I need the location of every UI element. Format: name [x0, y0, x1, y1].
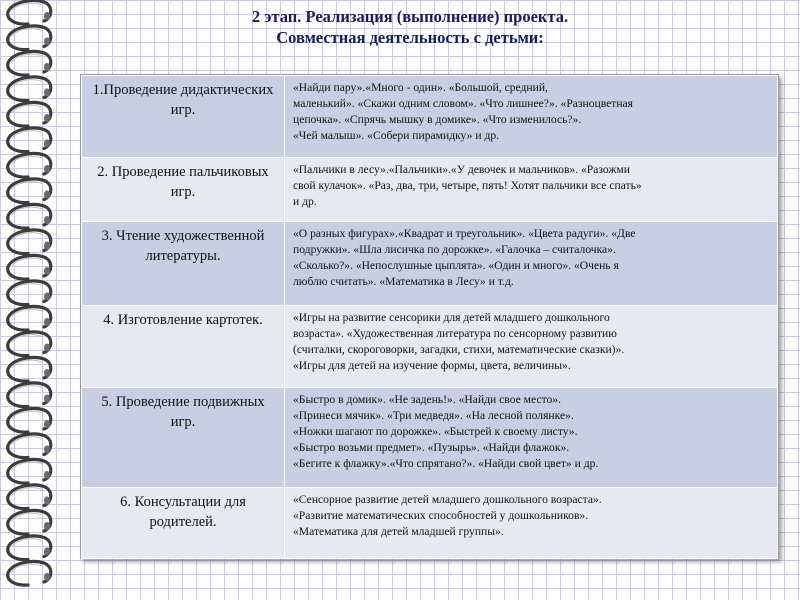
spiral-ring	[8, 26, 51, 50]
binding-hole	[44, 522, 50, 530]
spiral-ring	[8, 434, 51, 458]
spiral-ring	[8, 179, 51, 203]
binding-hole	[44, 38, 50, 46]
binding-hole	[44, 165, 50, 173]
content-cell: «Быстро в домик». «Не задень!». «Найди свое место». «Принеси мячик». «Три медведя». «На лесной полянке». «Ножки шагают по дорожке». «Быстрей к своему листу». «Быстро возьми предмет». «Пузырь». «Найди флажок». «Бегите к флажку».«Что спрятано?». «Найди свой цвет» и др.	[285, 388, 778, 488]
table-row	[82, 306, 778, 388]
spiral-ring	[8, 230, 51, 254]
spiral-ring	[8, 383, 51, 407]
binding-hole	[44, 191, 50, 199]
spiral-ring	[8, 128, 51, 152]
binding-hole	[44, 12, 50, 20]
content-cell: «Найди пару».«Много - один». «Большой, средний, маленький». «Скажи одним словом». «Что лишнее?». «Разноцветная цепочка». «Спрячь мышку в домике». «Что изменилось?». «Чей малыш». «Собери пирамидку» и др.	[285, 76, 778, 158]
spiral-ring	[8, 536, 51, 560]
binding-hole	[44, 216, 50, 224]
activity-cell: 6. Консультации для родителей.	[82, 488, 285, 559]
binding-hole	[44, 548, 50, 556]
spiral-ring	[8, 459, 51, 483]
binding-hole	[44, 420, 50, 428]
spiral-ring	[8, 204, 51, 228]
spiral-ring	[8, 561, 51, 585]
binding-hole	[44, 242, 50, 250]
content-cell: «Сенсорное развитие детей младшего дошкольного возраста». «Развитие математических способностей у дошкольников». «Математика для детей младшей группы».	[285, 488, 778, 559]
spiral-ring	[8, 281, 51, 305]
table-row	[82, 158, 778, 222]
spiral-ring	[8, 408, 51, 432]
spiral-ring	[8, 306, 51, 330]
binding-hole	[44, 471, 50, 479]
binding-hole	[44, 63, 50, 71]
binding-hole	[44, 318, 50, 326]
activity-cell: 2. Проведение пальчиковых игр.	[82, 158, 285, 222]
spiral-ring	[8, 102, 51, 126]
title-line-2: Совместная деятельность с детьми:	[276, 28, 544, 47]
binding-hole	[44, 140, 50, 148]
binding-hole	[44, 267, 50, 275]
title-line-1: 2 этап. Реализация (выполнение) проекта.	[251, 7, 569, 26]
binding-hole	[44, 395, 50, 403]
binding-hole	[44, 497, 50, 505]
spiral-ring	[8, 153, 51, 177]
spiral-ring	[8, 77, 51, 101]
spiral-ring	[8, 51, 51, 75]
binding-hole	[44, 369, 50, 377]
binding-hole	[44, 446, 50, 454]
binding-hole	[44, 114, 50, 122]
spiral-ring	[8, 332, 51, 356]
content-cell: «Игры на развитие сенсорики для детей младшего дошкольного возраста». «Художественная литература по сенсорному развитию (считалки, скороговорки, загадки, стихи, математические сказки)». «Игры для детей на изучение формы, цвета, величины».	[285, 306, 778, 388]
content-cell: «Пальчики в лесу».«Пальчики».«У девочек и мальчиков». «Разожми свой кулачок». «Раз, два, три, четыре, пять! Хотят пальчики все спать» и др.	[285, 158, 778, 222]
content-cell: «О разных фигурах».«Квадрат и треугольник». «Цвета радуги». «Две подружки». «Шла лисичка по дорожке». «Галочка – считалочка». «Сколько?». «Непослушные цыплята». «Один и много». «Очень я люблю считать». «Математика в Лесу» и т.д.	[285, 222, 778, 306]
activity-cell: 5. Проведение подвижных игр.	[82, 388, 285, 488]
activity-cell: 4. Изготовление картотек.	[82, 306, 285, 388]
spiral-ring	[8, 510, 51, 534]
spiral-binding	[0, 0, 60, 600]
binding-hole	[44, 89, 50, 97]
binding-hole	[44, 293, 50, 301]
binding-hole	[44, 573, 50, 581]
table-row	[82, 76, 778, 158]
table-row	[82, 388, 778, 488]
activity-cell: 1.Проведение дидактических игр.	[82, 76, 285, 158]
page-title	[110, 6, 710, 48]
activities-table	[80, 74, 779, 559]
table-row	[82, 222, 778, 306]
activity-cell: 3. Чтение художественной литературы.	[82, 222, 285, 306]
binding-hole	[44, 344, 50, 352]
table-row	[82, 488, 778, 559]
spiral-ring	[8, 357, 51, 381]
spiral-ring	[8, 0, 51, 24]
spiral-ring	[8, 485, 51, 509]
spiral-ring	[8, 255, 51, 279]
